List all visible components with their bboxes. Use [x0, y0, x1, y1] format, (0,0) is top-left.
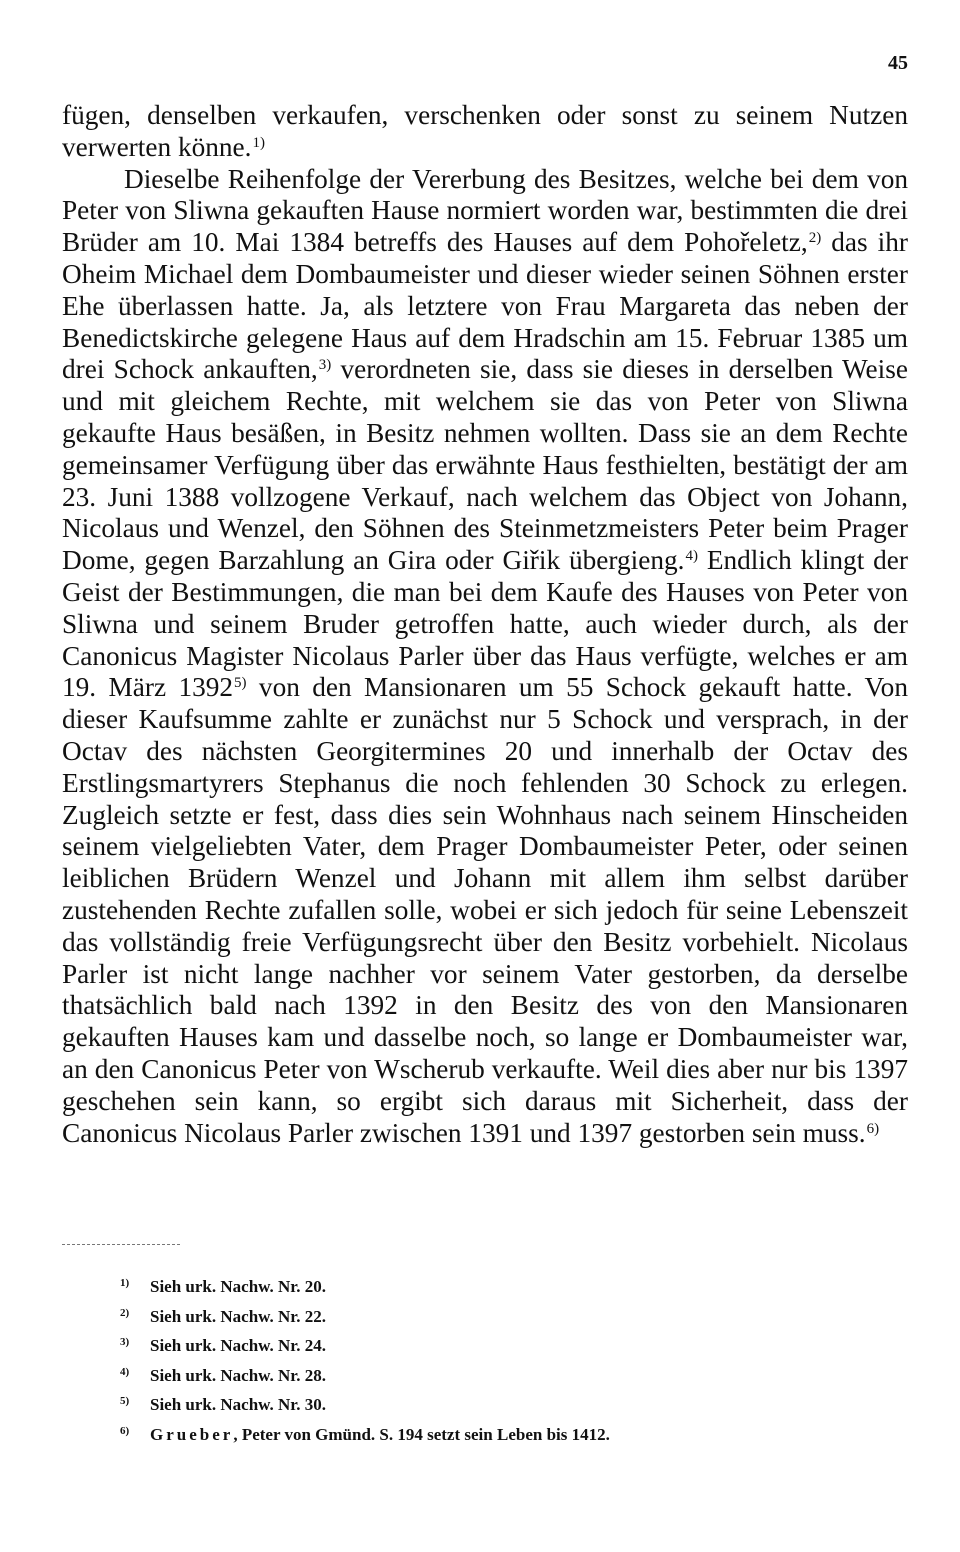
footnote-marker-text: 3) [120, 1336, 130, 1348]
footnote-text: Sieh urk. Nachw. Nr. 28. [150, 1365, 327, 1385]
footnote-reference[interactable]: 5) [234, 675, 247, 692]
footnote-marker-text: 5) [120, 1395, 130, 1407]
footnote-marker [120, 1390, 150, 1420]
footnote [120, 1390, 900, 1420]
footnote-marker [120, 1331, 150, 1361]
footnote [120, 1361, 900, 1391]
footnote-marker [120, 1361, 150, 1391]
footnote [120, 1272, 900, 1302]
footnote-reference[interactable]: 6) [866, 1120, 880, 1137]
footnote-text: Sieh urk. Nachw. Nr. 20. [150, 1277, 327, 1296]
footnote-text: Sieh urk. Nachw. Nr. 30. [150, 1395, 327, 1414]
text-run: das ihr Oheim Michael dem Dombaumeister und dieser wieder seinen Söhnen erster Ehe überlassen hatte. Ja, als letztere von Frau Margareta das neben der Benedictskirche gelegene Haus auf dem Hradschin am 15. Februar 1385 um drei Schock ankauften, [62, 227, 909, 385]
footnotes-list [120, 1272, 900, 1449]
footnote-text: Sieh urk. Nachw. Nr. 22. [150, 1306, 327, 1326]
footnote-reference[interactable]: 2) [808, 230, 822, 247]
text-run: verordneten sie, dass sie dieses in derselben Weise und mit gleichem Rechte, mit welchem sie das von Peter von Sliwna gekaufte Haus besäßen, in Besitz nehmen wollten. Dass sie an dem Rechte gemeinsamer Verfügung über das erwähnte Haus festhielten, bestätigt der am 23. Juni 1388 vollzogene Verkauf, nach welchem das Object von Johann, Nicolaus und Wenzel, den Söhnen des Steinmetzmeisters Peter beim Prager Dome, gegen Barzahlung an Gira oder Giřik übergieng. [62, 354, 908, 576]
footnote-text: , Peter von Gmünd. S. 194 setzt sein Leben bis 1412. [233, 1424, 610, 1444]
paragraph [62, 100, 908, 164]
footnote [120, 1420, 900, 1450]
footnote-marker-text: 4) [120, 1365, 130, 1378]
footnote-reference[interactable]: 1) [252, 134, 265, 151]
text-run: Dieselbe Reihenfolge der Vererbung des Besitzes, welche bei dem von Peter von Sliwna gekauften Hause normiert worden war, bestimmten die drei Brüder am 10. Mai 1384 betreffs des Hauses auf dem Pohořeletz, [62, 163, 908, 258]
main-text [62, 100, 908, 1149]
footnote-reference[interactable]: 4) [685, 548, 698, 565]
text-run: von den Mansionaren um 55 Schock gekauft hatte. Von dieser Kaufsumme zahlte er zunächst nur 5 Schock und versprach, in der Octav des nächsten Georgitermines 20 und innerhalb der Octav des Erstlingsmartyrers Stephanus die noch fehlenden 30 Schock zu erlegen. Zugleich setzte er fest, dass dies sein Wohnhaus nach seinem Hinscheiden seinem vielgeliebten Vater, dem Prager Dombaumeister Peter, oder seinen leiblichen Brüdern Wenzel und Johann mit allem ihm selbst darüber zustehenden Rechte zufallen solle, wobei er sich jedoch für seine Lebenszeit das vollständig freie Verfügungsrecht über den Besitz vorbehielt. Nicolaus Parler ist nicht lange nachher vor seinem Vater gestorben, da derselbe thatsächlich bald nach 1392 in den Besitz des von den Mansionaren gekauften Hauses kam und dasselbe noch, so lange er Dombaumeister war, an den Canonicus Peter von Wscherub verkaufte. Weil dies aber nur bis 1397 geschehen sein kann, so ergibt sich daraus mit Sicherheit, dass der Canonicus Nicolaus Parler zwischen 1391 und 1397 gestorben sein muss. [62, 672, 908, 1148]
paragraph [62, 164, 908, 1150]
footnote-marker [120, 1272, 150, 1302]
footnote-text: Grueber [150, 1424, 234, 1444]
footnote-marker-text: 2) [120, 1306, 130, 1319]
page-number: 45 [888, 52, 908, 74]
footnote [120, 1331, 900, 1361]
footnote-marker-text: 1) [120, 1277, 130, 1289]
footnote-reference[interactable]: 3) [318, 357, 332, 374]
footnote-marker-text: 6) [120, 1424, 130, 1437]
footnote [120, 1302, 900, 1332]
footnote-text: Sieh urk. Nachw. Nr. 24. [150, 1336, 327, 1355]
footnote-separator [62, 1244, 180, 1245]
footnote-marker [120, 1420, 150, 1450]
text-run: fügen, denselben verkaufen, verschenken oder sonst zu seinem Nutzen verwerten könne. [62, 100, 908, 162]
footnote-marker [120, 1302, 150, 1332]
text-run: Endlich klingt der Geist der Bestimmungen, die man bei dem Kaufe des Hauses von Peter von Sliwna und seinem Bruder getroffen hatte, auch wieder durch, als der Canonicus Magister Nicolaus Parler über das Haus verfügte, welches er am 19. März 1392 [62, 545, 908, 703]
